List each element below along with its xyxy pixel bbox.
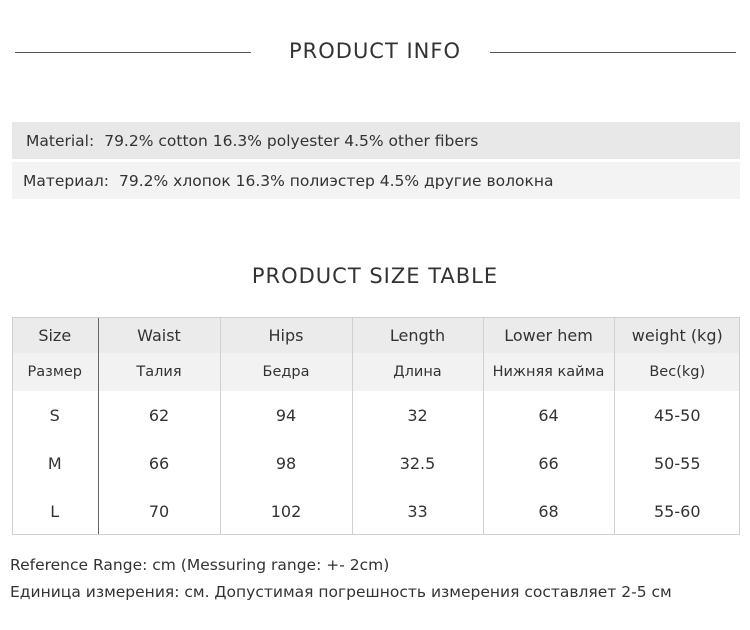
cell-length: 33: [352, 487, 483, 535]
header-weight-ru: Вес(kg): [614, 353, 740, 391]
cell-size: S: [12, 391, 98, 439]
cell-lower-hem: 68: [483, 487, 614, 535]
heading-divider-right: [490, 52, 736, 53]
header-size: Size: [12, 317, 98, 353]
header-hips-ru: Бедра: [220, 353, 352, 391]
cell-length: 32: [352, 391, 483, 439]
header-lower-hem: Lower hem: [483, 317, 614, 353]
cell-waist: 62: [98, 391, 220, 439]
cell-hips: 94: [220, 391, 352, 439]
header-size-ru: Размер: [12, 353, 98, 391]
cell-weight: 45-50: [614, 391, 740, 439]
cell-weight: 50-55: [614, 439, 740, 487]
cell-waist: 66: [98, 439, 220, 487]
table-row: [12, 487, 740, 535]
material-en-row: [12, 122, 740, 159]
size-table: [12, 317, 740, 535]
material-ru-value: 79.2% хлопок 16.3% полиэстер 4.5% другие волокна: [118, 171, 554, 190]
header-weight: weight (kg): [614, 317, 740, 353]
table-row: [12, 391, 740, 439]
material-en-value: 79.2% cotton 16.3% polyester 4.5% other fibers: [104, 131, 479, 150]
header-waist-ru: Талия: [98, 353, 220, 391]
cell-weight: 55-60: [614, 487, 740, 535]
product-info-title: PRODUCT INFO: [288, 39, 461, 63]
size-table-title: PRODUCT SIZE TABLE: [251, 264, 499, 288]
cell-length: 32.5: [352, 439, 483, 487]
table-row: [12, 439, 740, 487]
cell-size: L: [12, 487, 98, 535]
cell-hips: 98: [220, 439, 352, 487]
header-hips: Hips: [220, 317, 352, 353]
cell-waist: 70: [98, 487, 220, 535]
header-waist: Waist: [98, 317, 220, 353]
cell-lower-hem: 64: [483, 391, 614, 439]
measurement-unit-note-ru: Единица измерения: см. Допустимая погрешность измерения составляет 2-5 см: [10, 583, 672, 601]
table-header-row-en: [12, 317, 740, 353]
cell-size: M: [12, 439, 98, 487]
header-lower-hem-ru: Нижняя кайма: [483, 353, 614, 391]
material-ru-label: Материал:: [23, 171, 109, 190]
material-en-label: Material:: [26, 131, 95, 150]
product-info-heading: [0, 38, 750, 66]
table-header-row-ru: [12, 353, 740, 391]
cell-lower-hem: 66: [483, 439, 614, 487]
cell-hips: 102: [220, 487, 352, 535]
material-ru-row: [12, 162, 740, 199]
reference-range-note: Reference Range: cm (Messuring range: +- 2cm): [10, 556, 390, 574]
header-length: Length: [352, 317, 483, 353]
header-length-ru: Длина: [352, 353, 483, 391]
